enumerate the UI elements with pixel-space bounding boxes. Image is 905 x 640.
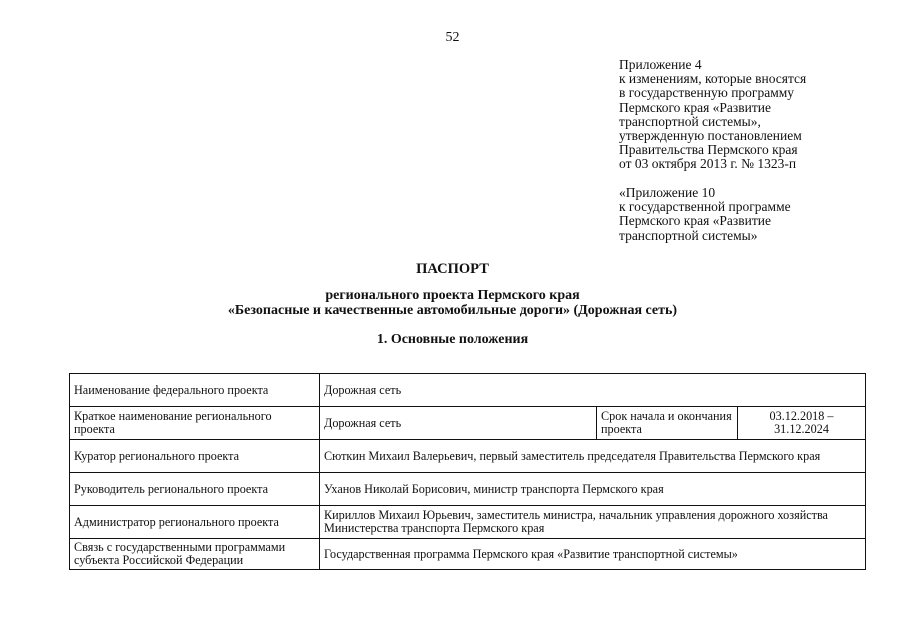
passport-table — [69, 373, 866, 570]
document-subtitle-line-2: «Безопасные и качественные автомобильные дороги» (Дорожная сеть) — [227, 303, 678, 318]
table-row — [70, 473, 866, 506]
annex-block — [619, 58, 806, 172]
head-value: Уханов Николай Борисович, министр транспорта Пермского края — [320, 473, 866, 506]
table-row — [70, 374, 866, 407]
annex-line: Приложение 4 — [619, 57, 702, 72]
annex-line: к изменениям, которые вносятся — [619, 71, 807, 87]
annex2-line: к государственной программе — [619, 199, 791, 215]
table-row — [70, 506, 866, 539]
link-label: Связь с государственными программами субъекта Российской Федерации — [70, 539, 320, 570]
document-subtitle-line-1: регионального проекта Пермского края — [325, 288, 580, 303]
table-row — [70, 407, 866, 440]
federal-project-value: Дорожная сеть — [320, 374, 866, 407]
link-value: Государственная программа Пермского края «Развитие транспортной системы» — [320, 539, 866, 570]
head-label: Руководитель регионального проекта — [70, 473, 320, 506]
admin-label: Администратор регионального проекта — [70, 506, 320, 539]
page-number: 52 — [445, 30, 460, 45]
annex-block-2 — [619, 186, 791, 243]
curator-label: Куратор регионального проекта — [70, 440, 320, 473]
curator-value: Сюткин Михаил Валерьевич, первый заместитель председателя Правительства Пермского края — [320, 440, 866, 473]
annex-line: от 03 октября 2013 г. № 1323-п — [619, 156, 797, 172]
admin-value: Кириллов Михаил Юрьевич, заместитель министра, начальник управления дорожного хозяйства Министерства транспорта Пермского края — [320, 506, 866, 539]
annex2-line: транспортной системы» — [619, 227, 758, 243]
table-row — [70, 539, 866, 570]
short-name-value: Дорожная сеть — [320, 407, 597, 440]
document-title: ПАСПОРТ — [416, 261, 489, 277]
federal-project-label: Наименование федерального проекта — [70, 374, 320, 407]
annex2-line: «Приложение 10 — [619, 185, 716, 200]
section-heading: 1. Основные положения — [376, 332, 529, 347]
table-row — [70, 440, 866, 473]
short-name-label: Краткое наименование регионального проекта — [70, 407, 320, 440]
annex2-line: Пермского края «Развитие — [619, 213, 771, 229]
annex-line: Правительства Пермского края — [619, 142, 798, 158]
annex-line: транспортной системы», — [619, 113, 761, 129]
annex-line: Пермского края «Развитие — [619, 99, 771, 115]
annex-line: утвержденную постановлением — [619, 128, 802, 144]
period-value: 03.12.2018 – 31.12.2024 — [738, 407, 866, 440]
period-label: Срок начала и окончания проекта — [597, 407, 738, 440]
annex-line: в государственную программу — [619, 85, 795, 101]
